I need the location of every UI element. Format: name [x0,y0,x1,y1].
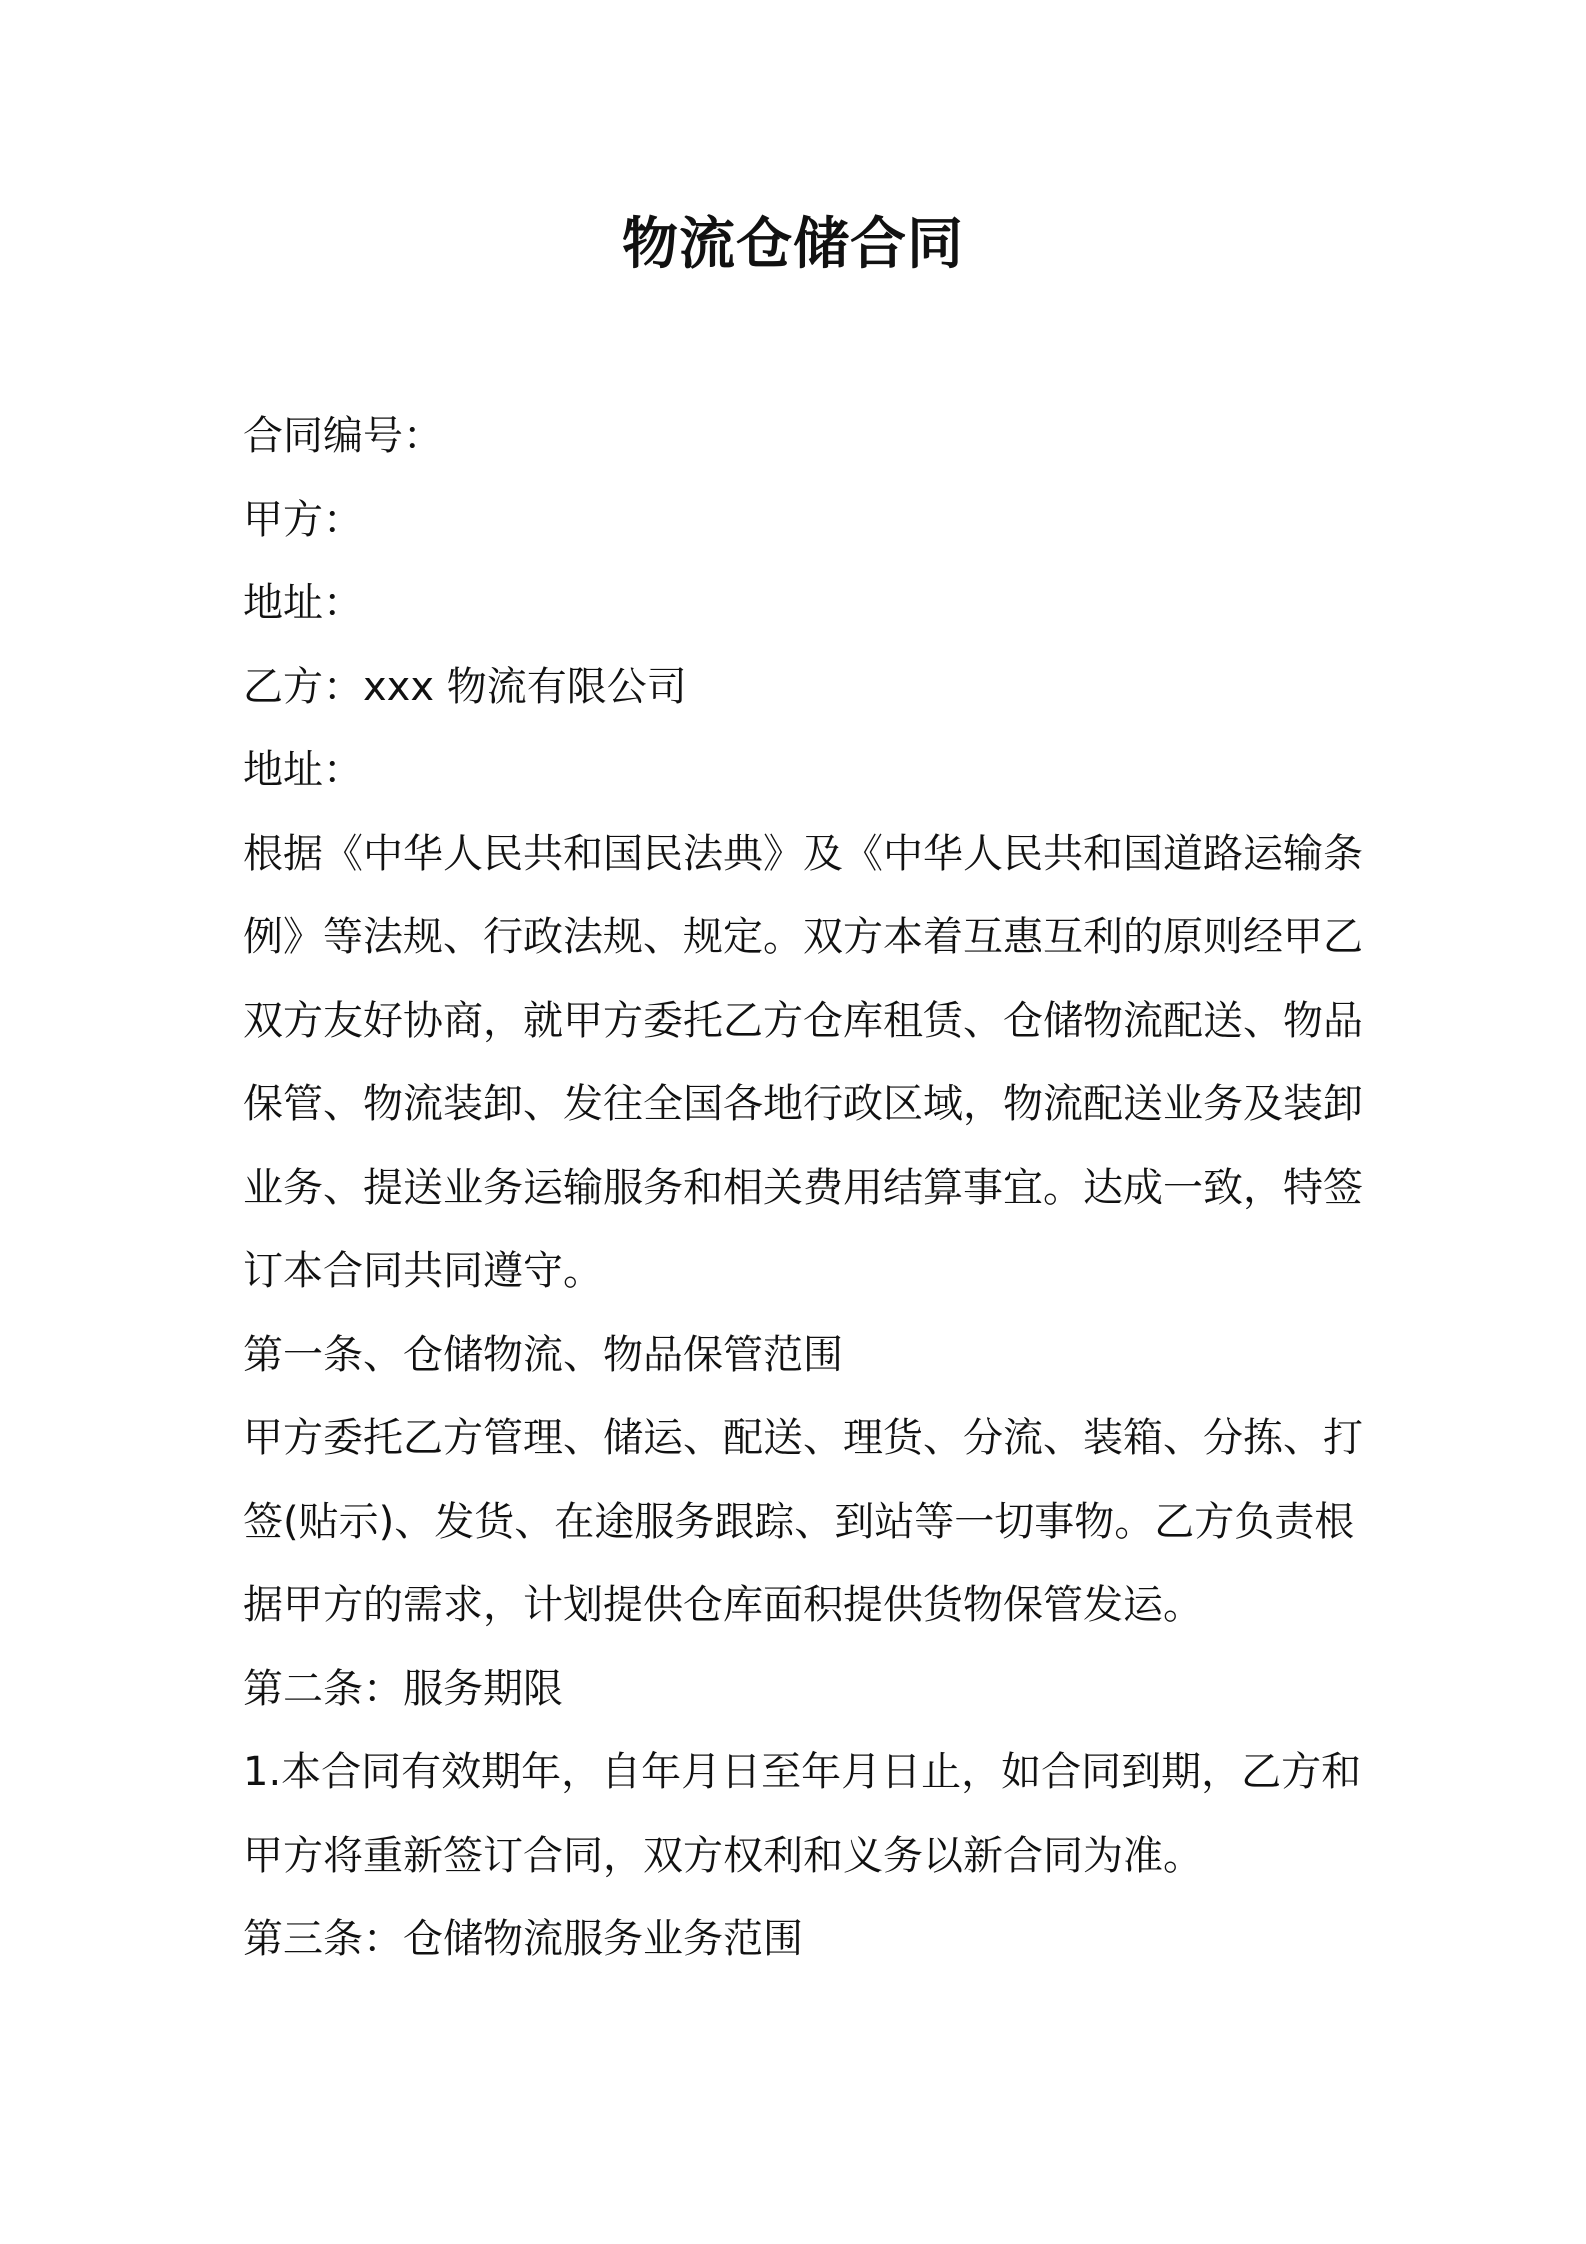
article-2-text-line: 甲方将重新签订合同，双方权利和义务以新合同为准。 [243,1832,1203,1879]
party-a-line: 甲方： [243,496,363,543]
preamble-line: 根据《中华人民共和国民法典》及《中华人民共和国道路运输条 [243,830,1363,877]
party-a-address-line: 地址： [243,580,363,626]
document-title: 物流仓储合同 [622,212,964,277]
party-b-line: 乙方：xxx 物流有限公司 [243,663,687,710]
article-1-text-line: 甲方委托乙方管理、储运、配送、理货、分流、装箱、分拣、打 [243,1415,1363,1461]
article-1-text-line: 据甲方的需求，计划提供仓库面积提供货物保管发运。 [243,1582,1203,1628]
article-3-heading: 第三条：仓储物流服务业务范围 [243,1916,803,1962]
contract-number-line: 合同编号： [243,413,443,459]
article-1-text-line: 签(贴示)、发货、在途服务跟踪、到站等一切事物。乙方负责根 [243,1498,1355,1545]
document-body [243,395,1363,1982]
article-1-heading: 第一条、仓储物流、物品保管范围 [243,1331,843,1378]
preamble-line: 例》等法规、行政法规、规定。双方本着互惠互利的原则经甲乙 [243,914,1363,960]
party-b-address-line: 地址： [243,747,363,793]
preamble-line: 保管、物流装卸、发往全国各地行政区域，物流配送业务及装卸 [243,1081,1363,1127]
preamble-line: 业务、提送业务运输服务和相关费用结算事宜。达成一致，特签 [243,1164,1363,1211]
preamble-line: 双方友好协商，就甲方委托乙方仓库租赁、仓储物流配送、物品 [243,997,1363,1044]
article-2-text-line: 1.本合同有效期年，自年月日至年月日止，如合同到期，乙方和 [243,1749,1362,1795]
article-2-heading: 第二条：服务期限 [243,1665,563,1712]
preamble-line: 订本合同共同遵守。 [243,1248,603,1294]
